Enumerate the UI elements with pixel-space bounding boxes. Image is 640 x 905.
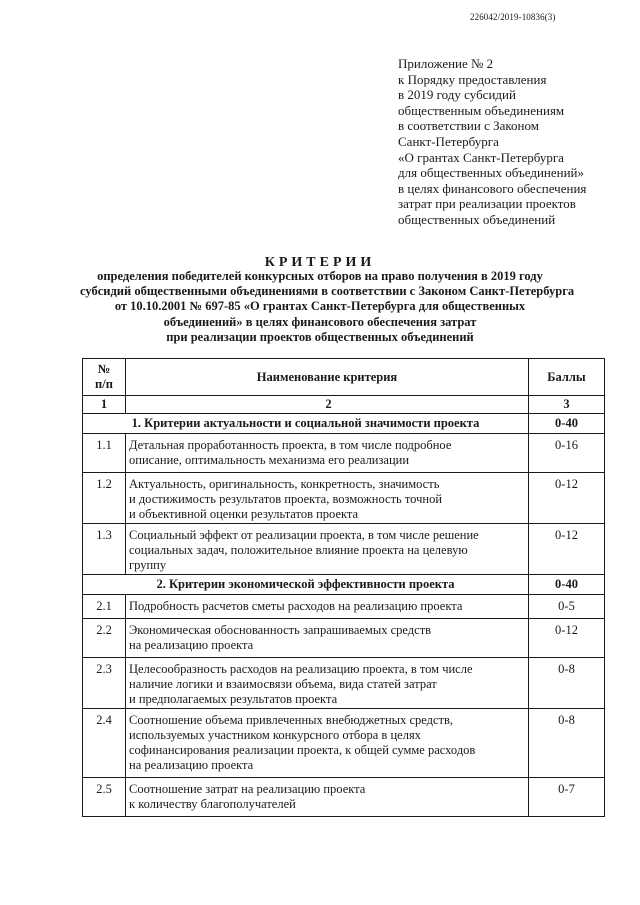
criterion-name-line: Подробность расчетов сметы расходов на реализацию проекта bbox=[129, 599, 463, 613]
criterion-number: 2.1 bbox=[83, 595, 126, 619]
header-number bbox=[83, 359, 126, 396]
criterion-name-line: социальных задач, положительное влияние проекта на целевую bbox=[129, 543, 468, 557]
document-subtitle bbox=[80, 269, 575, 345]
criterion-number: 2.4 bbox=[83, 709, 126, 778]
criterion-number: 1.3 bbox=[83, 524, 126, 575]
section-title: 1. Критерии актуальности и социальной значимости проекта bbox=[83, 414, 529, 434]
annex-line: в соответствии с Законом bbox=[398, 118, 539, 134]
criterion-name-line: на реализацию проекта bbox=[129, 758, 254, 772]
criterion-row bbox=[83, 595, 605, 619]
criterion-number: 2.3 bbox=[83, 658, 126, 709]
criterion-name bbox=[126, 524, 529, 575]
criterion-name-line: Актуальность, оригинальность, конкретность, значимость bbox=[129, 477, 440, 491]
section-row bbox=[83, 414, 605, 434]
annex-line: в целях финансового обеспечения bbox=[398, 180, 587, 196]
criterion-score: 0-16 bbox=[529, 434, 605, 473]
table-header-row bbox=[83, 359, 605, 396]
criterion-name-line: используемых участником конкурсного отбора в целях bbox=[129, 728, 421, 742]
subtitle-line: объединений» в целях финансового обеспечения затрат bbox=[163, 314, 477, 329]
criterion-score: 0-12 bbox=[529, 524, 605, 575]
header-criterion-name: Наименование критерия bbox=[126, 359, 529, 396]
criterion-name-line: описание, оптимальность механизма его реализации bbox=[129, 453, 410, 467]
criterion-name bbox=[126, 709, 529, 778]
criterion-name-line: Социальный эффект от реализации проекта, в том числе решение bbox=[129, 528, 479, 542]
annex-line: «О грантах Санкт-Петербурга bbox=[398, 149, 564, 165]
annex-line: для общественных объединений» bbox=[398, 165, 585, 181]
criterion-name-line: к количеству благополучателей bbox=[129, 797, 296, 811]
criterion-score: 0-7 bbox=[529, 778, 605, 817]
header-number-part: № bbox=[97, 362, 111, 376]
criterion-score: 0-8 bbox=[529, 658, 605, 709]
criterion-name bbox=[126, 434, 529, 473]
criterion-number: 2.5 bbox=[83, 778, 126, 817]
document-title: КРИТЕРИИ bbox=[264, 255, 376, 270]
criterion-score: 0-12 bbox=[529, 619, 605, 658]
criterion-row bbox=[83, 434, 605, 473]
criterion-score: 0-8 bbox=[529, 709, 605, 778]
criterion-number: 1.2 bbox=[83, 473, 126, 524]
criterion-name-line: Целесообразность расходов на реализацию проекта, в том числе bbox=[129, 662, 473, 676]
criterion-name-line: и достижимость результатов проекта, возможность точной bbox=[129, 492, 443, 506]
criterion-name-line: софинансирования реализации проекта, к общей сумме расходов bbox=[129, 743, 476, 757]
subtitle-line: при реализации проектов общественных объединений bbox=[166, 329, 474, 344]
column-number-1: 1 bbox=[83, 396, 126, 414]
criterion-name-line: группу bbox=[129, 558, 167, 572]
criterion-number: 2.2 bbox=[83, 619, 126, 658]
criterion-name bbox=[126, 473, 529, 524]
header-score: Баллы bbox=[529, 359, 605, 396]
annex-line: общественным объединениям bbox=[398, 102, 565, 118]
column-number-3: 3 bbox=[529, 396, 605, 414]
subtitle-line: определения победителей конкурсных отборов на право получения в 2019 году bbox=[97, 269, 543, 283]
criterion-row bbox=[83, 709, 605, 778]
criterion-row bbox=[83, 619, 605, 658]
annex-line: к Порядку предоставления bbox=[398, 71, 547, 87]
annex-line: затрат при реализации проектов bbox=[398, 196, 576, 212]
column-number-2: 2 bbox=[126, 396, 529, 414]
annex-header bbox=[398, 56, 628, 228]
criterion-name bbox=[126, 595, 529, 619]
criterion-row bbox=[83, 658, 605, 709]
subtitle-line: от 10.10.2001 № 697-85 «О грантах Санкт-Петербурга для общественных bbox=[114, 299, 526, 314]
section-title: 2. Критерии экономической эффективности проекта bbox=[83, 575, 529, 595]
criterion-name-line: Соотношение объема привлеченных внебюджетных средств, bbox=[129, 713, 454, 727]
subtitle-line: субсидий общественными объединениями в соответствии с Законом Санкт-Петербурга bbox=[80, 284, 575, 299]
annex-line: в 2019 году субсидий bbox=[398, 87, 516, 103]
criterion-name-line: и предполагаемых результатов проекта bbox=[129, 692, 338, 706]
criterion-name bbox=[126, 619, 529, 658]
section-score: 0-40 bbox=[529, 575, 605, 595]
criterion-number: 1.1 bbox=[83, 434, 126, 473]
criterion-score: 0-12 bbox=[529, 473, 605, 524]
criterion-row bbox=[83, 473, 605, 524]
criterion-name-line: Детальная проработанность проекта, в том числе подробное bbox=[129, 438, 452, 452]
criterion-score: 0-5 bbox=[529, 595, 605, 619]
criterion-name bbox=[126, 778, 529, 817]
criterion-row bbox=[83, 778, 605, 817]
criterion-name bbox=[126, 658, 529, 709]
section-row bbox=[83, 575, 605, 595]
annex-line: общественных объединений bbox=[398, 211, 556, 227]
annex-line: Приложение № 2 bbox=[398, 56, 494, 71]
header-number-part: п/п bbox=[95, 377, 113, 391]
criterion-name-line: на реализацию проекта bbox=[129, 638, 254, 652]
criteria-table bbox=[82, 358, 605, 817]
column-number-row bbox=[83, 396, 605, 414]
criterion-name-line: Экономическая обоснованность запрашиваемых средств bbox=[129, 623, 432, 637]
criterion-name-line: наличие логики и взаимосвязи объема, вида статей затрат bbox=[129, 677, 437, 691]
annex-line: Санкт-Петербурга bbox=[398, 133, 499, 149]
criterion-name-line: Соотношение затрат на реализацию проекта bbox=[129, 782, 366, 796]
document-number: 226042/2019-10836(3) bbox=[470, 12, 556, 22]
criterion-row bbox=[83, 524, 605, 575]
criterion-name-line: и объективной оценки результатов проекта bbox=[129, 507, 359, 521]
section-score: 0-40 bbox=[529, 414, 605, 434]
